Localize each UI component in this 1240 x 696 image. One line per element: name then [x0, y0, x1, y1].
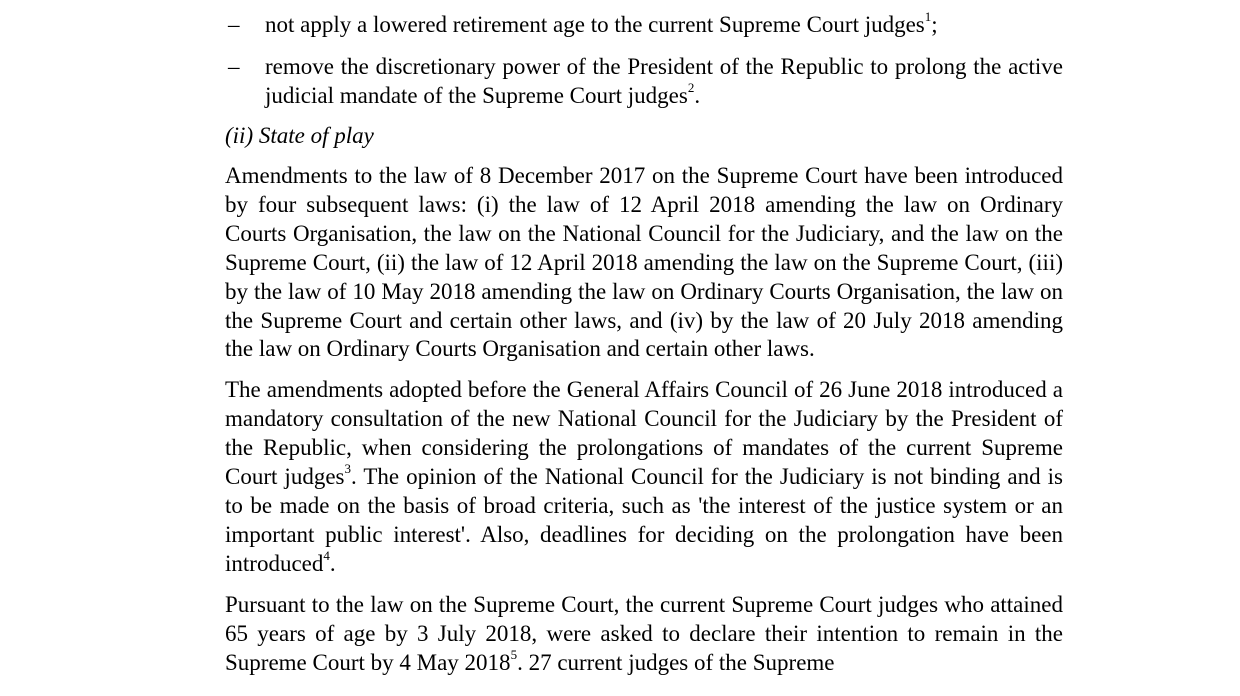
bullet-text: remove the discretionary power of the President of the Republic to prolong the active judicial mandate of the Supreme Court judges: [265, 54, 1063, 108]
footnote-ref[interactable]: 5: [510, 646, 518, 662]
bullet-text: not apply a lowered retirement age to the current Supreme Court judges: [265, 12, 925, 37]
footnote-ref[interactable]: 1: [924, 9, 932, 24]
footnote-ref[interactable]: 3: [344, 461, 351, 477]
paragraph-text: . The opinion of the National Council for the Judiciary is not binding and is to be made on the basis of broad criteria, such as 'the interest of the justice system or an important public interest'. Also, deadlines for deciding on the prolongation have been introduced: [225, 464, 1063, 576]
dash-marker: –: [228, 54, 240, 79]
document-page: [225, 0, 1063, 677]
footnote-ref[interactable]: 4: [323, 547, 330, 563]
paragraph-text: . 27 current judges of the Supreme: [517, 649, 835, 675]
bullet-tail: .: [694, 83, 701, 108]
paragraph-text: The amendments adopted before the General Affairs Council of 26 June 2018 introduced a mandatory consultation of the new National Council for the Judiciary by the President of the Republic, when considering the prolongations of mandates of the current Supreme Court judges: [225, 377, 1063, 490]
paragraph-text: Pursuant to the law on the Supreme Court, the current Supreme Court judges who attained 65 years of age by 3 July 2018, were asked to declare their intention to remain in the Supreme Court by 4 May 2018: [225, 591, 1063, 675]
bullet-item: [225, 52, 1063, 110]
bullet-item: [225, 10, 1063, 39]
section-heading: (ii) State of play: [225, 123, 374, 148]
paragraph-text: .: [329, 550, 336, 576]
dash-marker: –: [228, 12, 240, 37]
footnote-ref[interactable]: 2: [687, 80, 695, 95]
paragraph: [225, 591, 1063, 678]
paragraph: Amendments to the law of 8 December 2017 on the Supreme Court have been introduced by four subsequent laws: (i) the law of 12 April 2018 amending the law on Ordinary Courts Organisation, the law on the National Council for the Judiciary, and the law on the Supreme Court, (ii) the law of 12 April 2018 amending the law on the Supreme Court, (iii) by the law of 10 May 2018 amending the law on Ordinary Courts Organisation, the law on the Supreme Court and certain other laws, and (iv) by the law of 20 July 2018 amending the law on Ordinary Courts Organisation and certain other laws.: [225, 163, 1063, 362]
bullet-list: [225, 10, 1063, 110]
bullet-tail: ;: [931, 12, 938, 37]
paragraph: [225, 376, 1063, 578]
